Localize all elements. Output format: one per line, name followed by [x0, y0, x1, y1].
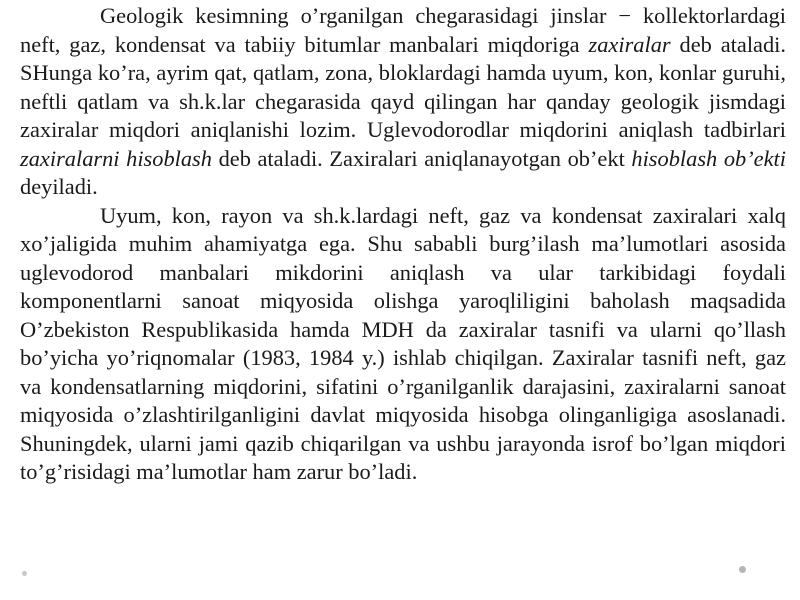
- paragraph-1-text-3: deb ataladi. Zaxiralari aniqlanayotgan ob’ekt: [211, 145, 632, 171]
- paragraph-1-text-4: deyiladi.: [20, 174, 98, 199]
- text-body: [20, 2, 786, 487]
- term-zaxiralarni-hisoblash: zaxiralarni hisoblash: [20, 145, 212, 171]
- paragraph-1-text-2: deb ataladi. SHunga ko’ra, ayrim qat, qatlam, zona, bloklardagi hamda uyum, kon, konlar guruhi, neftli qatlam va sh.k.lar chegarasida qayd qilingan har qanday geologik jismdagi zaxiralar miqdori aniqlanishi lozim. Uglevodorodlar miqdorini aniqlash tadbirlari: [20, 31, 786, 142]
- paragraph-1-text-1: Geologik kesimning o’rganilgan chegarasidagi jinslar − kollektorlardagi neft, gaz, kondensat va tabiiy bitumlar manbalari miqdoriga: [20, 3, 786, 57]
- bullet-dot-right: [739, 566, 746, 573]
- paragraph-2: Uyum, kon, rayon va sh.k.lardagi neft, gaz va kondensat zaxiralari xalq xo’jaligida muhim ahamiyatga ega. Shu sababli burg’ilash ma’lumotlari asosida uglevodorod manbalari mikdorini aniqlash va ular tarkibidagi foydali komponentlarni sanoat miqyosida olishga yaroqliligini baholash maqsadida O’zbekiston Respublikasida hamda MDH da zaxiralar tasnifi va ularni qo’llash bo’yicha yo’riqnomalar (1983, 1984 y.) ishlab chiqilgan. Zaxiralar tasnifi neft, gaz va kondensatlarning miqdorini, sifatini o’rganilganlik darajasini, zaxiralarni sanoat miqyosida o’zlashtirilganligini davlat miqyosida hisobga olinganligiga asoslanadi. Shuningdek, ularni jami qazib chiqarilgan va ushbu jarayonda isrof bo’lgan miqdori to’g’risidagi ma’lumotlar ham zarur bo’ladi.: [20, 202, 786, 484]
- term-hisoblash-obekti: hisoblash ob’ekti: [631, 145, 786, 171]
- paragraph-1: [20, 2, 786, 202]
- term-zaxiralar: zaxiralar: [588, 31, 671, 57]
- bullet-dot-left: [22, 571, 27, 576]
